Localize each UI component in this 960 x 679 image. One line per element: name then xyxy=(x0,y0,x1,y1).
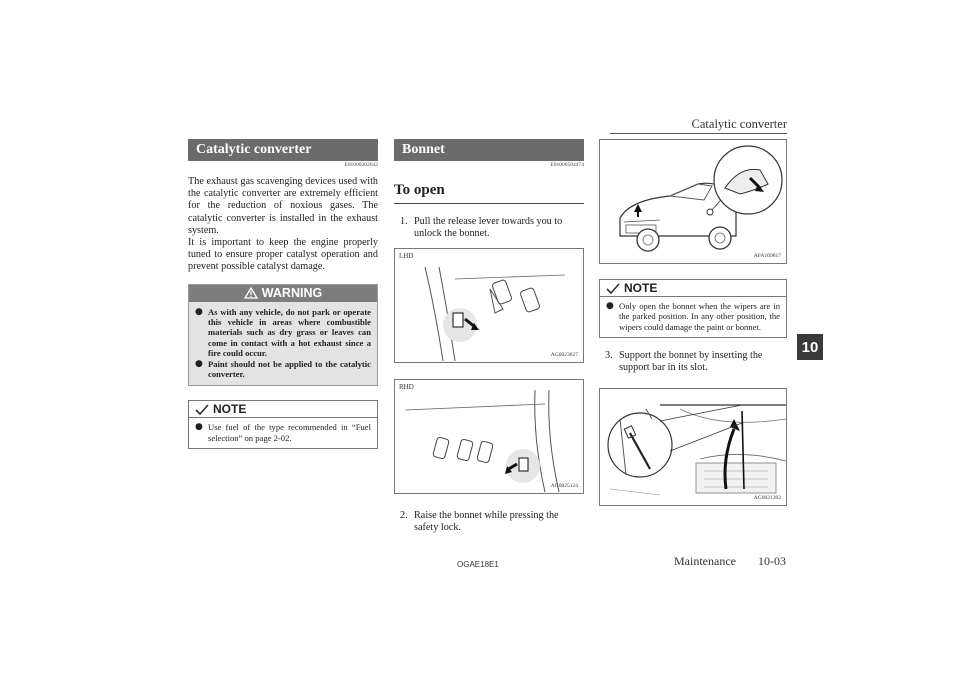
bonnet-section xyxy=(394,139,584,240)
catalytic-code: E01000202642 xyxy=(344,162,378,168)
catalytic-paragraph-2: It is important to keep the engine properly tuned to ensure proper catalyst operation and prevent possible catalyst damage. xyxy=(188,237,378,273)
warning-text: As with any vehicle, do not park or operate this vehicle in areas where combustible materials such as dry grass or leaves can come in contact with a hot exhaust since a fire could occur. xyxy=(208,306,371,359)
step-number: 3. xyxy=(605,350,613,361)
step-3 xyxy=(605,350,787,374)
step-text: Pull the release lever towards you to unlock the bonnet. xyxy=(414,216,563,240)
warning-triangle-icon xyxy=(244,287,258,299)
step-text: Raise the bonnet while pressing the safety lock. xyxy=(414,510,559,534)
note-item xyxy=(189,422,377,443)
note-header xyxy=(189,401,377,418)
figure-code: AFA109817 xyxy=(753,253,781,259)
warning-header xyxy=(189,285,377,302)
step-1 xyxy=(394,216,584,240)
figure-code: AG0025124 xyxy=(550,483,578,489)
figure-support-bar xyxy=(599,388,787,506)
step-number: 2. xyxy=(400,510,408,521)
pedal-illustration-lhd xyxy=(395,249,584,363)
note-text: Use fuel of the type recommended in “Fuel selection” on page 2-02. xyxy=(208,422,371,443)
bonnet-code: E01000504474 xyxy=(550,162,584,168)
note-text: Only open the bonnet when the wipers are in the parked position. In any other position, the wipers could damage the paint or bonnet. xyxy=(619,301,780,332)
running-header: Catalytic converter xyxy=(691,117,787,131)
catalytic-title: Catalytic converter xyxy=(188,139,378,161)
warning-item xyxy=(189,359,377,380)
bullet-icon: ● xyxy=(195,358,203,369)
note-header xyxy=(600,280,786,297)
figure-code: AG0021302 xyxy=(753,495,781,501)
catalytic-section xyxy=(188,139,378,449)
note-item xyxy=(600,301,786,332)
pedal-illustration-rhd xyxy=(395,380,584,494)
note-label: NOTE xyxy=(213,402,247,417)
warning-label: WARNING xyxy=(261,286,323,301)
bullet-icon: ● xyxy=(195,422,203,433)
bullet-icon: ● xyxy=(195,306,203,317)
figure-car xyxy=(599,139,787,264)
bullet-icon: ● xyxy=(606,301,614,311)
car-bonnet-illustration xyxy=(600,140,787,264)
figure-label: LHD xyxy=(399,252,414,260)
step-text: Support the bonnet by inserting the support bar in its slot. xyxy=(619,350,763,374)
subhead-rule xyxy=(394,203,584,204)
note-box xyxy=(188,400,378,449)
step-2 xyxy=(400,510,584,534)
figure-code: AG0023827 xyxy=(550,352,578,358)
catalytic-paragraph-1: The exhaust gas scavenging devices used with the catalytic converter are extremely efficient for the reduction of noxious gases. The catalytic converter is installed in the exhaust system. xyxy=(188,176,378,236)
warning-text: Paint should not be applied to the catalytic converter. xyxy=(208,358,371,380)
header-rule xyxy=(610,133,787,134)
support-bar-illustration xyxy=(600,389,787,506)
note-check-icon xyxy=(606,283,620,294)
footer-section: Maintenance xyxy=(674,554,736,568)
footer-page-number: 10-03 xyxy=(758,554,786,568)
figure-rhd xyxy=(394,379,584,494)
footer-doc-code: OGAE18E1 xyxy=(457,560,499,569)
note-label: NOTE xyxy=(624,281,658,295)
bonnet-title: Bonnet xyxy=(394,139,584,161)
figure-lhd xyxy=(394,248,584,363)
warning-item xyxy=(189,307,377,359)
figure-label: RHD xyxy=(399,383,414,391)
bonnet-subhead: To open xyxy=(394,182,445,198)
chapter-tab: 10 xyxy=(797,334,823,360)
warning-box xyxy=(188,284,378,387)
note-check-icon xyxy=(195,404,209,415)
step-number: 1. xyxy=(400,216,408,227)
bonnet-note-box xyxy=(599,279,787,338)
